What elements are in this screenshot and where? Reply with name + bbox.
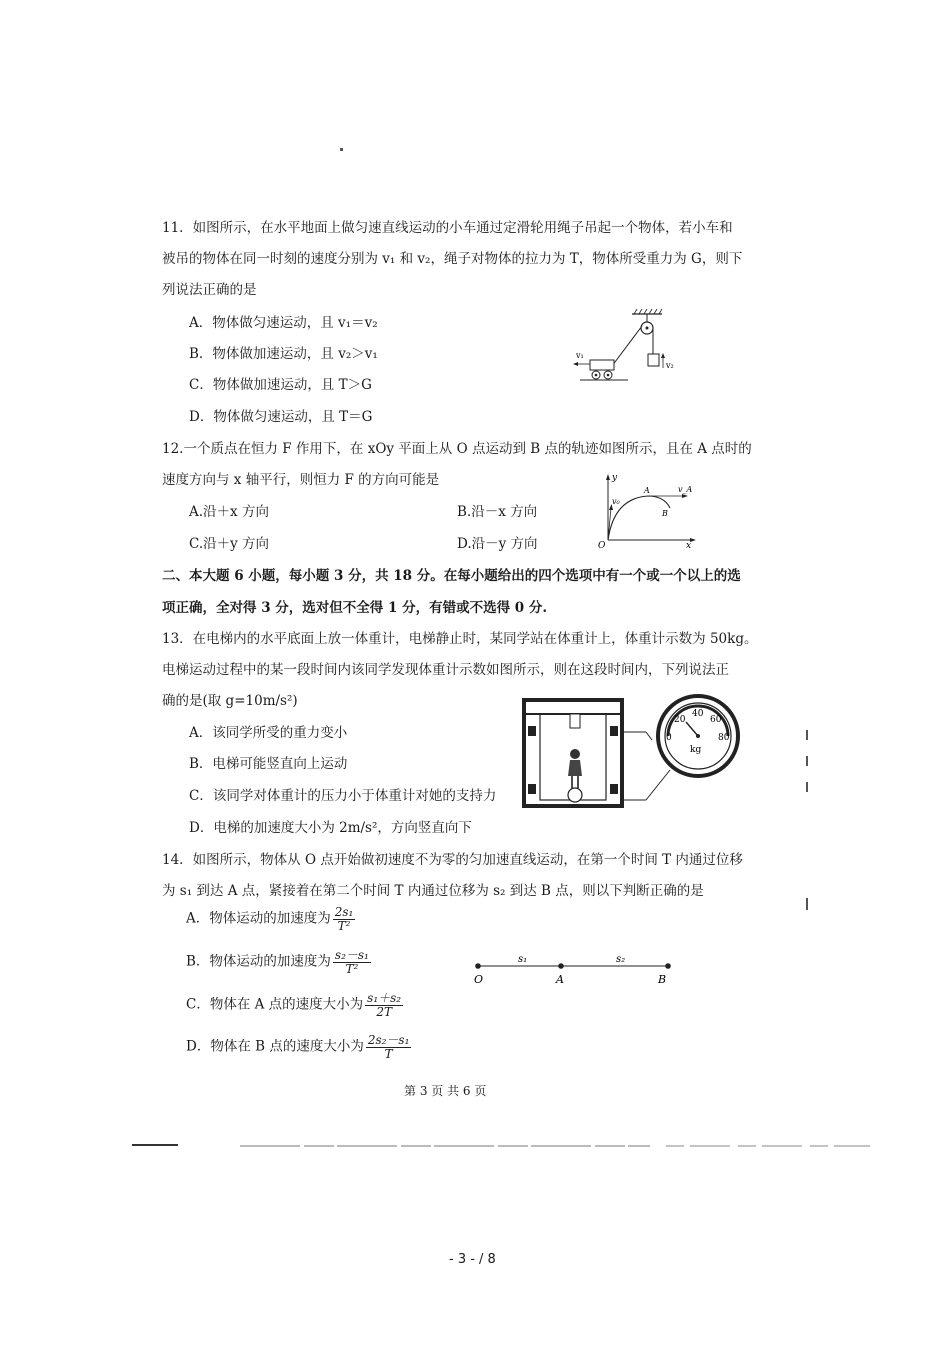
point-o bbox=[475, 963, 481, 969]
student-body bbox=[568, 760, 582, 776]
q12-option-d: D.沿－y 方向 bbox=[457, 536, 538, 552]
q14-option-a: A．物体运动的加速度为 $\frac{\text{2s₁}}{\text{T²}}$ bbox=[186, 905, 354, 933]
gauge-tick-40: 40 bbox=[692, 709, 704, 719]
q14-displacement-figure bbox=[468, 952, 678, 988]
q14-option-a-fraction: $\frac{\text{2s₁}}{\text{T²}}$ bbox=[334, 905, 354, 933]
gauge-tick-60: 60 bbox=[710, 715, 722, 725]
q14-stem-line1: 14．如图所示，物体从 O 点开始做初速度不为零的匀加速直线运动，在第一个时间 T 内通过位移 bbox=[162, 852, 743, 868]
page-number-inner: 第 3 页 共 6 页 bbox=[404, 1084, 487, 1098]
hanging-block bbox=[648, 354, 659, 366]
label-s2: s₂ bbox=[616, 954, 626, 965]
q14-option-b-fraction: $\frac{\text{s₂－s₁}}{\text{T²}}$ bbox=[334, 948, 369, 976]
q11-option-b: B．物体做加速运动，且 v₂＞v₁ bbox=[189, 346, 378, 362]
gauge-tick-80: 80 bbox=[718, 733, 730, 743]
q13-option-a: A．该同学所受的重力变小 bbox=[189, 725, 348, 741]
gauge-tick-20: 20 bbox=[674, 715, 686, 725]
q13-option-c: C．该同学对体重计的压力小于体重计对她的支持力 bbox=[189, 788, 497, 804]
gauge-needle bbox=[686, 722, 698, 736]
q14-stem-line2: 为 s₁ 到达 A 点，紧接着在第二个时间 T 内通过位移为 s₂ 到达 B 点，则以下判断正确的是 bbox=[162, 883, 704, 899]
q13-stem-line2: 电梯运动过程中的某一段时间内该同学发现体重计示数如图所示，则在这段时间内，下列说法正 bbox=[162, 662, 729, 678]
origin-label: O bbox=[598, 541, 606, 548]
q13-stem-line3: 确的是(取 g=10m/s²) bbox=[162, 693, 298, 709]
axis-x-label: x bbox=[686, 541, 692, 548]
label-a: A bbox=[556, 973, 564, 986]
q12-trajectory-figure bbox=[596, 470, 700, 548]
q13-option-b: B．电梯可能竖直向上运动 bbox=[189, 756, 348, 772]
label-v2: v₂ bbox=[666, 361, 674, 370]
q14-option-c-fraction: $\frac{\text{s₁＋s₂}}{2T}$ bbox=[367, 991, 402, 1019]
q12-option-a: A.沿＋x 方向 bbox=[189, 504, 269, 520]
q13-stem-line1: 13．在电梯内的水平底面上放一体重计，电梯静止时，某同学站在体重计上，体重计示数为 50kg。 bbox=[162, 631, 758, 647]
q11-option-a: A．物体做匀速运动，且 v₁＝v₂ bbox=[189, 315, 378, 331]
section2-instruction-line1: 二、本大题 6 小题，每小题 3 分，共 18 分。在每小题给出的四个选项中有一个或一个以上的选 bbox=[162, 568, 741, 584]
label-va: v_A bbox=[678, 485, 693, 494]
cart-body bbox=[590, 360, 614, 370]
student-head bbox=[570, 749, 580, 759]
q11-option-d: D．物体做匀速运动，且 T＝G bbox=[189, 409, 373, 425]
label-s1: s₁ bbox=[518, 954, 528, 965]
scan-mark bbox=[806, 730, 808, 740]
q12-stem-line2: 速度方向与 x 轴平行，则恒力 F 的方向可能是 bbox=[162, 472, 440, 488]
section2-instruction-line2: 项正确，全对得 3 分，选对但不全得 1 分，有错或不选得 0 分. bbox=[162, 600, 548, 616]
scan-speck bbox=[340, 148, 343, 151]
label-a: A bbox=[644, 486, 650, 495]
q14-option-d-fraction: $\frac{\text{2s₂－s₁}}{T}$ bbox=[367, 1033, 410, 1061]
q14-option-d: D．物体在 B 点的速度大小为 $\frac{\text{2s₂－s₁}}{T}$ bbox=[186, 1033, 410, 1061]
q12-option-b: B.沿－x 方向 bbox=[457, 504, 538, 520]
q12-stem-line1: 12.一个质点在恒力 F 作用下，在 xOy 平面上从 O 点运动到 B 点的轨迹如图所示，且在 A 点时的 bbox=[162, 441, 752, 457]
q12-option-c: C.沿＋y 方向 bbox=[189, 536, 270, 552]
gauge-tick-0: 0 bbox=[666, 733, 672, 743]
q11-option-c: C．物体做加速运动，且 T＞G bbox=[189, 377, 372, 393]
label-o: O bbox=[474, 973, 484, 986]
gauge-unit: kg bbox=[690, 745, 702, 755]
q13-elevator-scale-figure bbox=[520, 692, 798, 816]
page-number-footer: - 3 - / 8 bbox=[449, 1252, 496, 1267]
label-b: B bbox=[658, 973, 667, 986]
q11-stem-line3: 列说法正确的是 bbox=[162, 282, 257, 298]
point-b bbox=[665, 963, 671, 969]
q11-pulley-cart-figure bbox=[570, 308, 690, 388]
q13-option-d: D．电梯的加速度大小为 2m/s²，方向竖直向下 bbox=[189, 820, 472, 836]
label-v1: v₁ bbox=[576, 351, 584, 360]
scan-dashed-rule bbox=[130, 1140, 880, 1150]
label-v0: v₀ bbox=[612, 497, 620, 506]
scan-mark bbox=[806, 756, 808, 766]
q14-option-b: B．物体运动的加速度为 $\frac{\text{s₂－s₁}}{\text{T²}}$ bbox=[186, 948, 369, 976]
scale-on-floor bbox=[568, 788, 582, 802]
axis-y-label: y bbox=[612, 473, 618, 483]
label-b: B bbox=[662, 509, 668, 518]
q14-option-c: C．物体在 A 点的速度大小为 $\frac{\text{s₁＋s₂}}{2T}$ bbox=[186, 991, 402, 1019]
point-a bbox=[558, 963, 564, 969]
scan-mark bbox=[806, 782, 808, 792]
q11-stem-line2: 被吊的物体在同一时刻的速度分别为 v₁ 和 v₂，绳子对物体的拉力为 T，物体所受重力为 G，则下 bbox=[162, 251, 743, 267]
scan-mark bbox=[806, 898, 808, 910]
q11-stem-line1: 11．如图所示，在水平地面上做匀速直线运动的小车通过定滑轮用绳子吊起一个物体，若小车和 bbox=[162, 220, 733, 236]
